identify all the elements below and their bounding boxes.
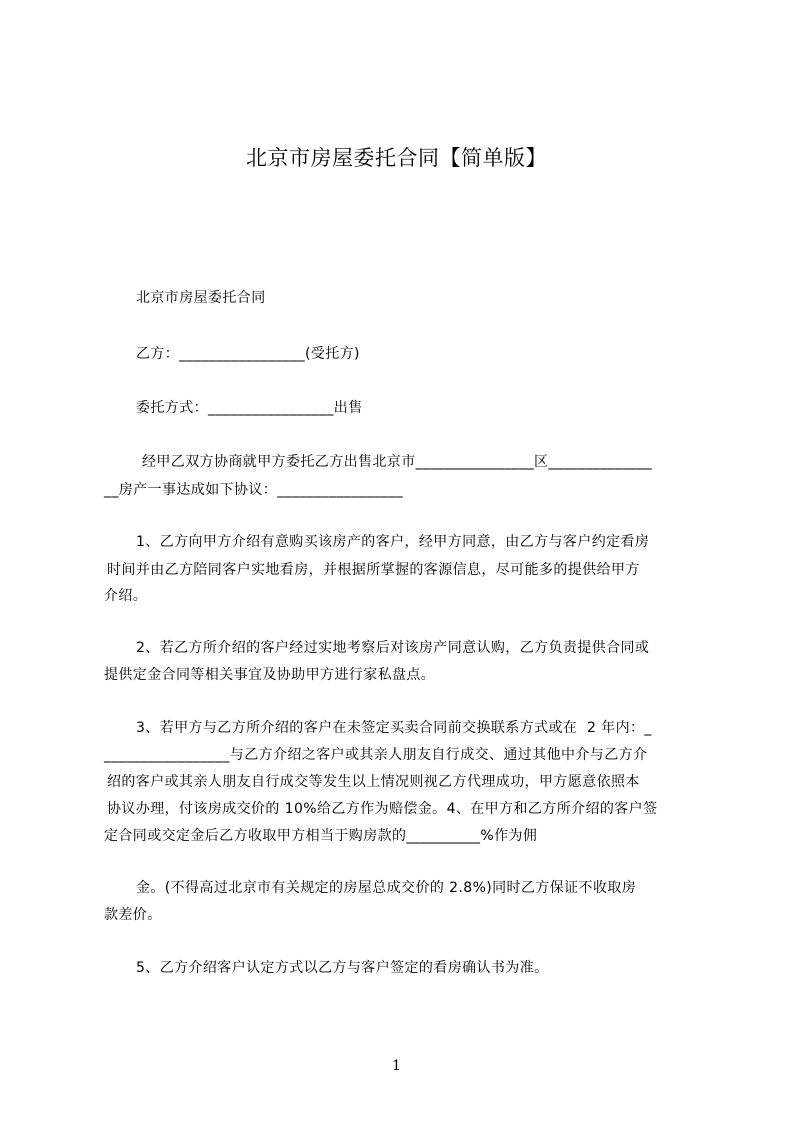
page-number: 1 [392,1058,401,1074]
clause1-line-3: 介绍。 [104,588,148,604]
intro-line-2: __房产一事达成如下协议：_________________ [104,482,403,498]
document-title: 北京市房屋委托合同【简单版】 [246,146,547,170]
entrust-method-line: 委托方式：_________________出售 [136,400,363,416]
clause3-line-3: 绍的客户或其亲人朋友自行成交等发生以上情况则视乙方代理成功，甲方愿意依照本 [107,774,640,790]
clause2-line-1: 2、若乙方所介绍的客户经过实地考察后对该房产同意认购，乙方负责提供合同或 [136,640,650,656]
clause4-cont-line-1: 金。(不得高过北京市有关规定的房屋总成交价的 2.8%)同时乙方保证不收取房 [136,880,637,896]
clause4-cont-line-2: 款差价。 [104,907,162,923]
party-b-line: 乙方：_________________(受托方) [136,346,360,362]
clause3-line-5: 定合同或交定金后乙方收取甲方相当于购房款的__________%作为佣 [104,828,538,844]
clause3-line-1: 3、若甲方与乙方所介绍的客户在未签定买卖合同前交换联系方式或在 2 年内：_ [136,720,652,736]
clause1-line-1: 1、乙方向甲方介绍有意购买该房产的客户，经甲方同意，由乙方与客户约定看房 [136,534,650,550]
clause2-line-2: 提供定金合同等相关事宜及协助甲方进行家私盘点。 [104,667,436,683]
clause3-line-4: 协议办理，付该房成交价的 10%给乙方作为赔偿金。4、在甲方和乙方所介绍的客户签 [107,801,658,817]
clause1-line-2: 时间并由乙方陪同客户实地看房，并根据所掌握的客源信息，尽可能多的提供给甲方 [107,562,640,578]
contract-subtitle: 北京市房屋委托合同 [136,290,266,306]
clause5-line: 5、乙方介绍客户认定方式以乙方与客户签定的看房确认书为准。 [136,960,549,976]
intro-line-1: 经甲乙双方协商就甲方委托乙方出售北京市________________区______________ [142,454,652,470]
clause3-line-2: _________________与乙方介绍之客户或其亲人朋友自行成交、通过其他中介与乙方介 [104,747,648,763]
